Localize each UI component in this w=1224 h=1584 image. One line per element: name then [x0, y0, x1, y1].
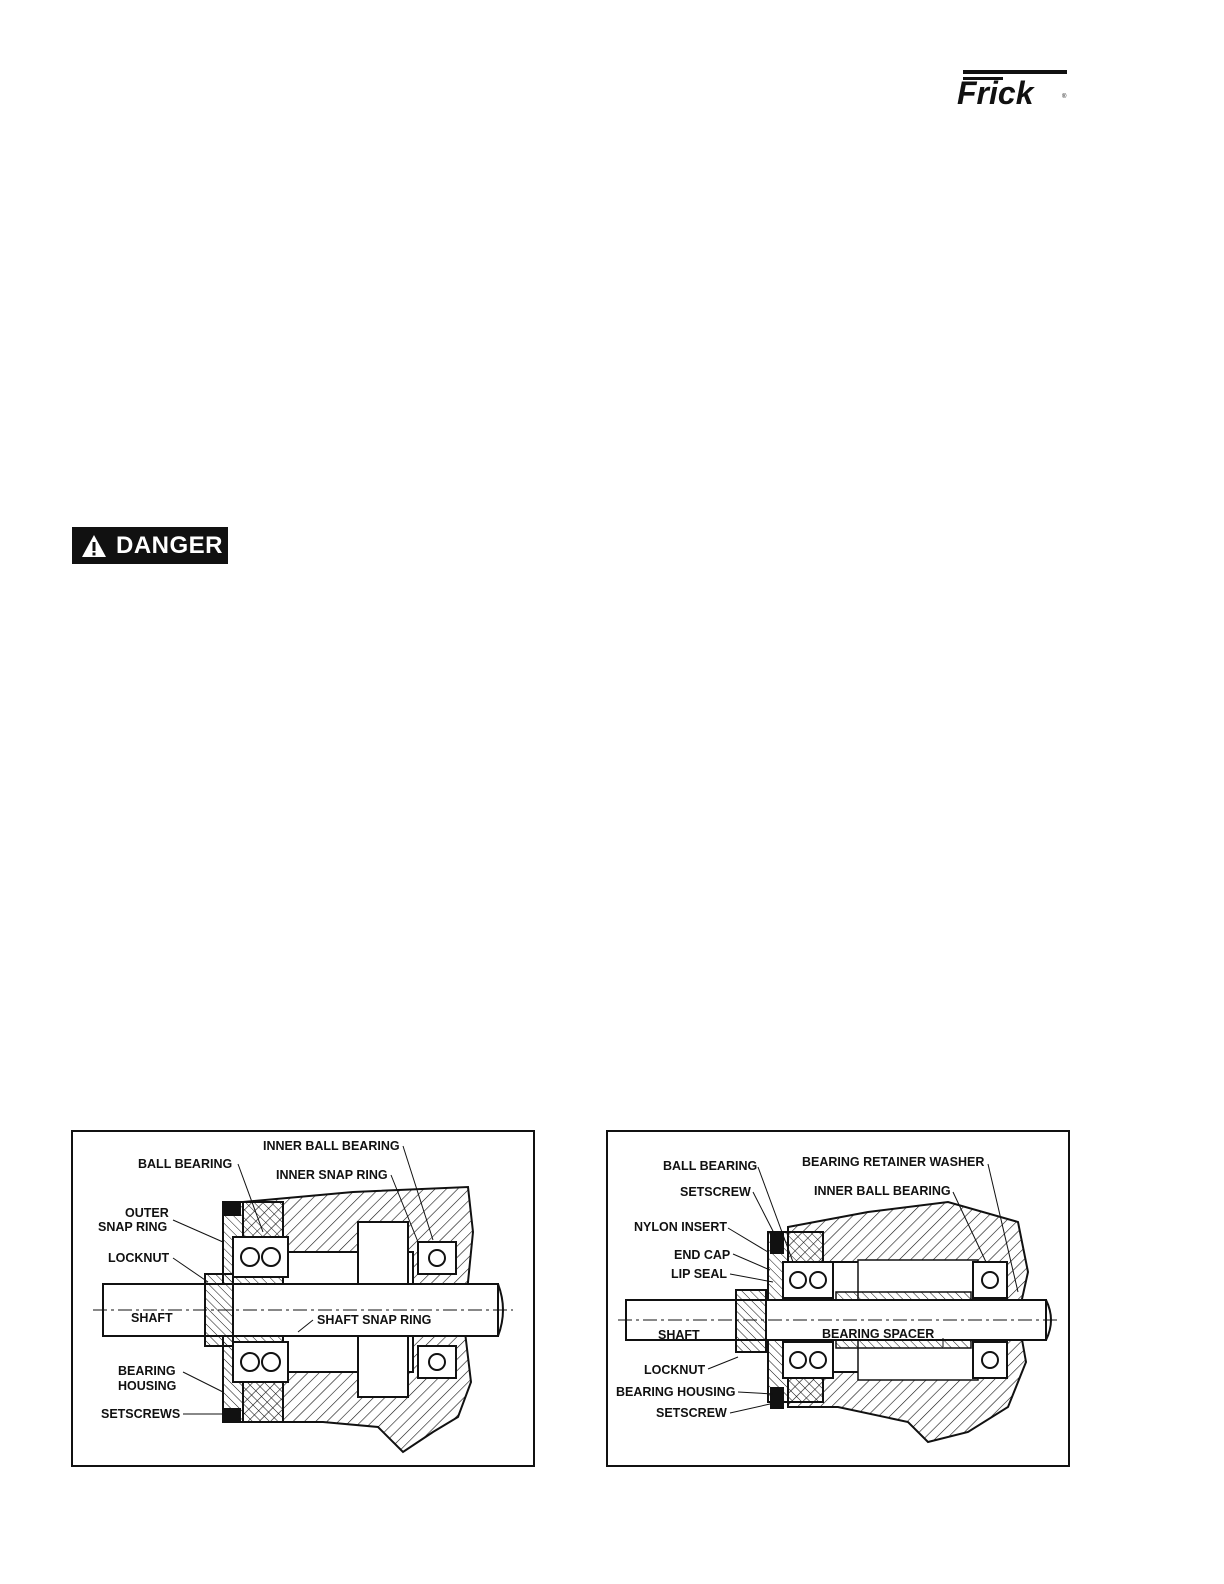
- label-bearing-housing-2: HOUSING: [118, 1379, 177, 1393]
- label-bearing-retainer-washer: BEARING RETAINER WASHER: [802, 1155, 985, 1169]
- danger-label: DANGER: [116, 531, 224, 559]
- label-lip-seal: LIP SEAL: [671, 1267, 728, 1281]
- label-outer-snap-ring-2: SNAP RING: [98, 1220, 168, 1234]
- label-outer-snap-ring-1: OUTER: [125, 1206, 169, 1220]
- label-setscrews: SETSCREWS: [101, 1407, 181, 1421]
- label-bearing-spacer: BEARING SPACER: [822, 1327, 935, 1341]
- locknut: [205, 1274, 233, 1346]
- label-inner-snap-ring: INNER SNAP RING: [276, 1168, 388, 1182]
- svg-text:®: ®: [1062, 94, 1067, 100]
- label-setscrew-bottom: SETSCREW: [656, 1406, 727, 1420]
- locknut: [736, 1290, 766, 1352]
- bearing-diagram-a: [73, 1132, 533, 1465]
- logo-text: Frick: [957, 75, 1034, 108]
- label-ball-bearing: BALL BEARING: [138, 1157, 233, 1171]
- bearing-spacer: [836, 1292, 971, 1300]
- label-inner-ball-bearing: INNER BALL BEARING: [263, 1139, 400, 1153]
- frick-logo: [955, 68, 1070, 108]
- bearing-assembly-figure-b: [606, 1130, 1070, 1467]
- bearing-diagram-b: [608, 1132, 1068, 1465]
- label-locknut: LOCKNUT: [644, 1363, 706, 1377]
- label-shaft: SHAFT: [658, 1328, 700, 1342]
- label-bearing-housing: BEARING HOUSING: [616, 1385, 736, 1399]
- label-inner-ball-bearing: INNER BALL BEARING: [814, 1184, 951, 1198]
- danger-badge: [72, 527, 228, 564]
- label-setscrew-top: SETSCREW: [680, 1185, 751, 1199]
- label-shaft: SHAFT: [131, 1311, 173, 1325]
- label-ball-bearing: BALL BEARING: [663, 1159, 758, 1173]
- label-nylon-insert: NYLON INSERT: [634, 1220, 728, 1234]
- label-locknut: LOCKNUT: [108, 1251, 170, 1265]
- label-bearing-housing-1: BEARING: [118, 1364, 176, 1378]
- warning-triangle-icon: [81, 534, 107, 558]
- label-shaft-snap-ring: SHAFT SNAP RING: [317, 1313, 432, 1327]
- label-end-cap: END CAP: [674, 1248, 731, 1262]
- bearing-assembly-figure-a: [71, 1130, 535, 1467]
